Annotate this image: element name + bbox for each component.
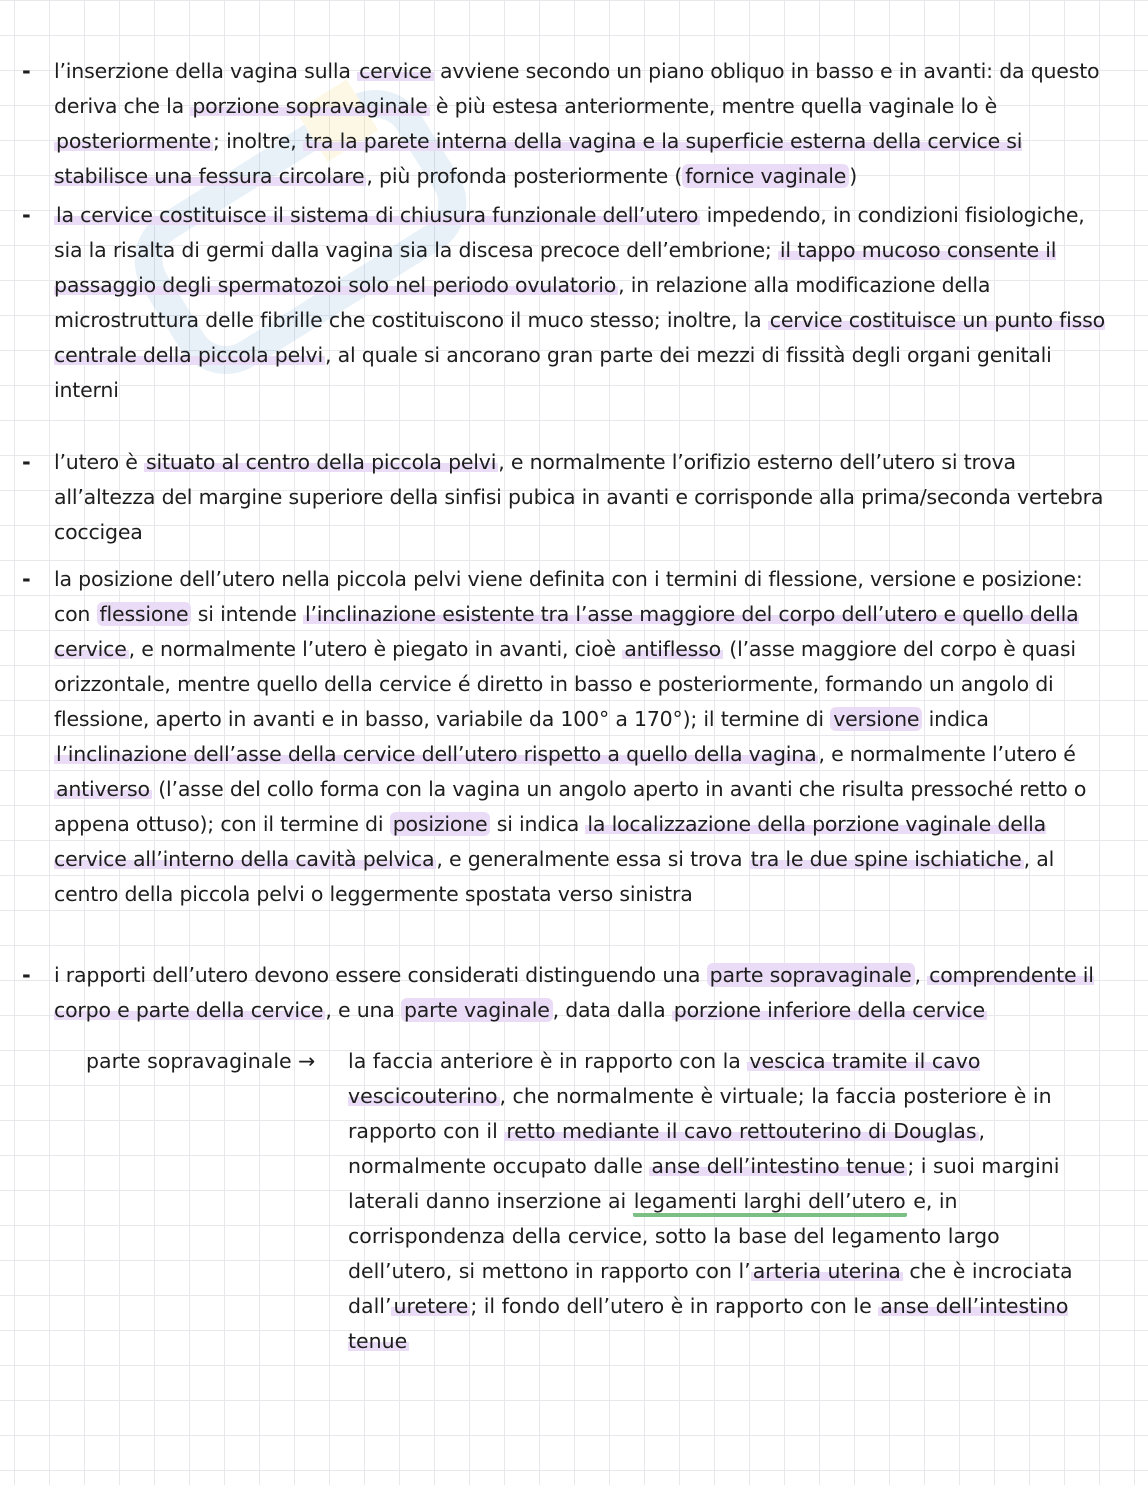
text-run: si intende: [191, 602, 303, 626]
bullet-text: [54, 54, 1118, 194]
text-run: , più profonda posteriormente (: [366, 164, 683, 188]
highlighted-text: l’inclinazione esistente tra l’asse maggiore del corpo dell’utero e quello della cervice: [54, 602, 1079, 661]
bullet-text: [54, 445, 1118, 550]
highlighted-text: antiverso: [56, 777, 150, 801]
bullet-dash: -: [22, 450, 31, 474]
key-term: fornice vaginale: [682, 164, 849, 188]
text-run: ; inoltre,: [213, 129, 303, 153]
highlighted-text: la cervice costituisce il sistema di chiusura funzionale dell’utero: [56, 203, 699, 227]
text-run: l’utero è: [54, 450, 145, 474]
bullet-2: [0, 198, 1148, 408]
bullet-dash: -: [22, 59, 31, 83]
highlighted-text: l’inclinazione dell’asse della cervice dell’utero rispetto a quello della vagina: [56, 742, 817, 766]
highlighted-text: porzione inferiore della cervice: [673, 998, 985, 1022]
text-run: , in relazione alla modificazione della microstruttura delle fibrille che costituiscono il muco stesso; inoltre, la: [54, 273, 991, 332]
highlighted-text: vescica tramite il cavo vescicouterino: [348, 1049, 981, 1108]
key-term: flessione: [97, 602, 192, 626]
highlighted-text: anse dell’intestino tenue: [651, 1154, 906, 1178]
text-run: , normalmente occupato dalle: [348, 1119, 986, 1178]
bullet-dash: -: [22, 567, 31, 591]
text-run: ,: [914, 963, 928, 987]
text-run: , e una: [325, 998, 401, 1022]
bullet-text: [54, 198, 1118, 408]
text-run: , e normalmente l’orifizio esterno dell’utero si trova all’altezza del margine superiore della sinfisi pubica in avanti e corrisponde alla prima/seconda vertebra coccigea: [54, 450, 1104, 544]
highlighted-text: cervice: [359, 59, 432, 83]
text-run: , e generalmente essa si trova: [436, 847, 749, 871]
key-term: posizione: [390, 812, 491, 836]
text-run: ; i suoi margini laterali danno inserzione ai: [348, 1154, 1060, 1213]
key-term: parte sopravaginale: [707, 963, 915, 987]
text-run: ): [849, 164, 858, 188]
highlighted-text: arteria uterina: [752, 1259, 901, 1283]
key-term: parte vaginale: [401, 998, 553, 1022]
highlighted-text: porzione sopravaginale: [192, 94, 428, 118]
green-underlined-text: legamenti larghi dell’utero: [633, 1189, 907, 1217]
text-run: i rapporti dell’utero devono essere considerati distinguendo una: [54, 963, 707, 987]
text-run: è più estesa anteriormente, mentre quella vaginale lo è: [429, 94, 998, 118]
text-run: , e normalmente l’utero é: [818, 742, 1076, 766]
key-term: versione: [830, 707, 922, 731]
highlighted-text: antiflesso: [624, 637, 721, 661]
bullet-text: [54, 958, 1118, 1028]
highlighted-text: tra la parete interna della vagina e la superficie esterna della cervice si stabilisce una fessura circolare: [54, 129, 1023, 188]
bullet-dash: -: [22, 203, 31, 227]
bullet-3: [0, 445, 1148, 550]
highlighted-text: la localizzazione della porzione vaginale della cervice all’interno della cavità pelvica: [54, 812, 1046, 871]
text-run: avviene secondo un piano obliquo in basso e in avanti: da questo deriva che la: [54, 59, 1100, 118]
text-run: indica: [922, 707, 989, 731]
bullet-4: [0, 562, 1148, 912]
text-run: ; il fondo dell’utero è in rapporto con le: [470, 1294, 879, 1318]
sopravaginale-detail: [0, 1044, 1148, 1359]
text-run: , e normalmente l’utero è piegato in avanti, cioè: [128, 637, 623, 661]
highlighted-text: comprendente il corpo e parte della cervice: [54, 963, 1094, 1022]
highlighted-text: il tappo mucoso consente il passaggio degli spermatozoi solo nel periodo ovulatorio: [54, 238, 1057, 297]
highlighted-text: posteriormente: [56, 129, 212, 153]
text-run: , data dalla: [552, 998, 672, 1022]
text-run: impedendo, in condizioni fisiologiche, sia la risalta di germi dalla vagina sia la discesa precoce dell’embrione;: [54, 203, 1085, 262]
text-run: (l’asse del collo forma con la vagina un angolo aperto in avanti che risulta pressoché retto o appena ottuso); con il termine di: [54, 777, 1087, 836]
bullet-1: [0, 54, 1148, 194]
text-run: e, in corrispondenza della cervice, sotto la base del legamento largo dell’utero, si mettono in rapporto con l’: [348, 1189, 1000, 1283]
text-run: , al centro della piccola pelvi o leggermente spostata verso sinistra: [54, 847, 1055, 906]
highlighted-text: retto mediante il cavo rettouterino di Douglas: [506, 1119, 977, 1143]
highlighted-text: tra le due spine ischiatiche: [750, 847, 1022, 871]
text-run: (l’asse maggiore del corpo è quasi orizzontale, mentre quello della cervice é diretto in basso e posteriormente, formando un angolo di flessione, aperto in avanti e in basso, variabile da 100° a 170°); il termine di: [54, 637, 1076, 731]
sub-text: [348, 1044, 1088, 1359]
highlighted-text: uretere: [393, 1294, 469, 1318]
sub-label: parte sopravaginale →: [86, 1049, 316, 1073]
text-run: , che normalmente è virtuale; la faccia posteriore è in rapporto con il: [348, 1084, 1052, 1143]
text-run: si indica: [490, 812, 586, 836]
highlighted-text: anse dell’intestino tenue: [348, 1294, 1069, 1353]
text-run: la faccia anteriore è in rapporto con la: [348, 1049, 748, 1073]
text-run: l’inserzione della vagina sulla: [54, 59, 358, 83]
highlighted-text: cervice costituisce un punto fisso centrale della piccola pelvi: [54, 308, 1105, 367]
highlighted-text: situato al centro della piccola pelvi: [146, 450, 497, 474]
text-run: la posizione dell’utero nella piccola pelvi viene definita con i termini di flessione, versione e posizione: con: [54, 567, 1083, 626]
bullet-5: [0, 958, 1148, 1028]
bullet-dash: -: [22, 963, 31, 987]
bullet-text: [54, 562, 1118, 912]
text-run: che è incrociata dall’: [348, 1259, 1073, 1318]
document-page: [0, 54, 1148, 1359]
text-run: , al quale si ancorano gran parte dei mezzi di fissità degli organi genitali interni: [54, 343, 1052, 402]
